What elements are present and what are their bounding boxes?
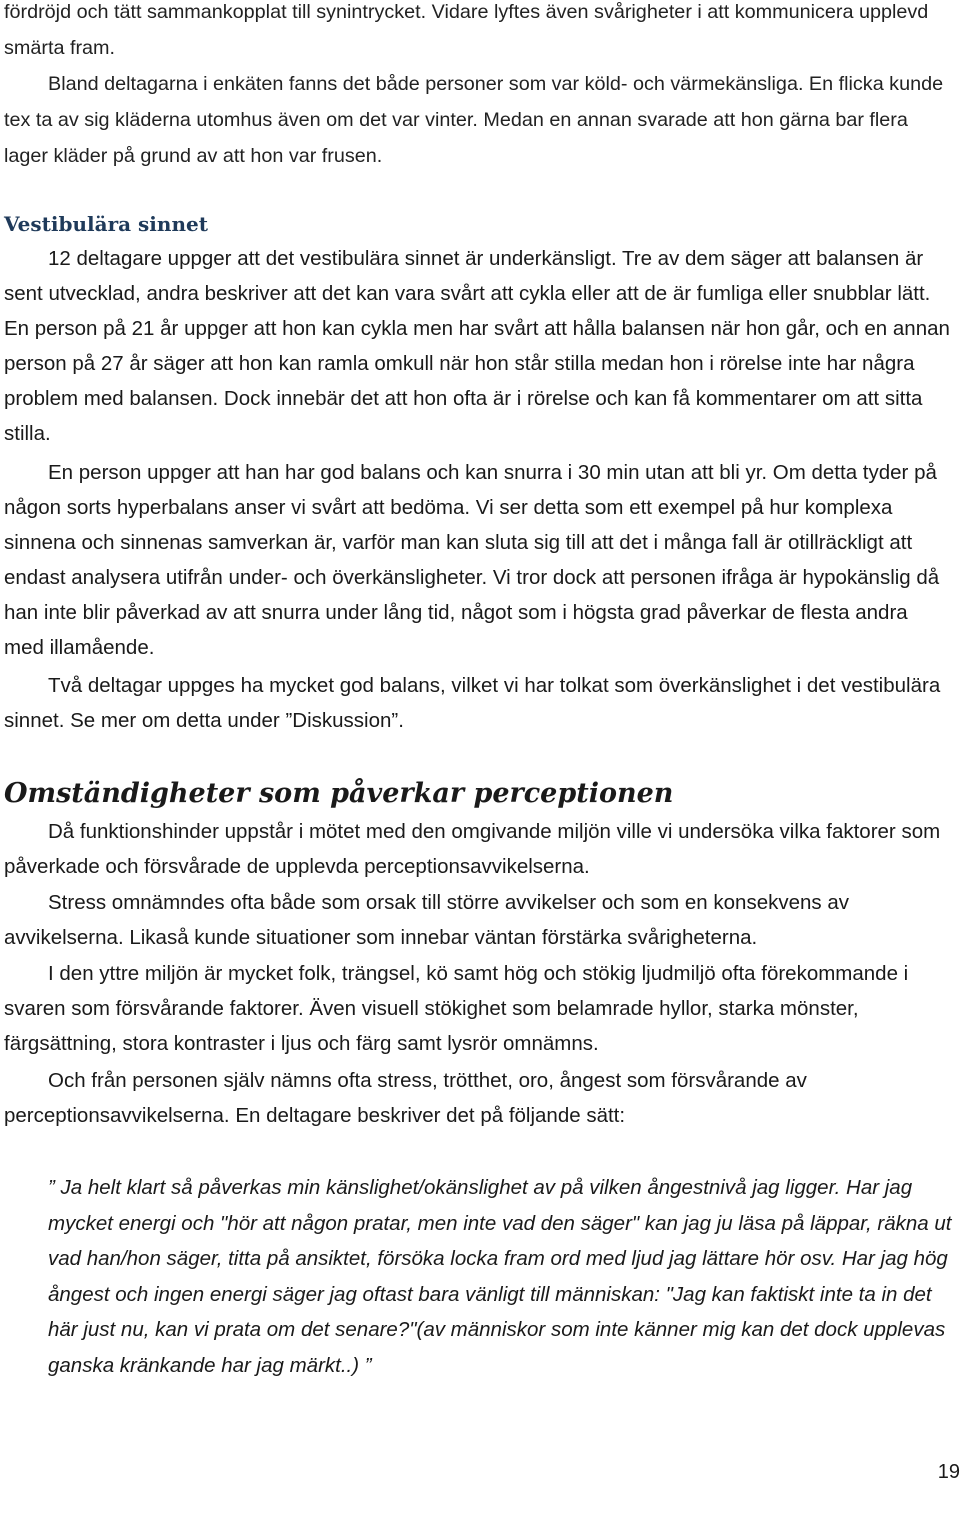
intro-paragraph-continued: fördröjd och tätt sammankopplat till synintrycket. Vidare lyftes även svårigheter i att kommunicera upplevd smärta fram.: [4, 1, 929, 59]
intro-paragraph-temperature: Bland deltagarna i enkäten fanns det både personer som var köld- och värmekänsliga. En flicka kunde tex ta av sig kläderna utomhus även om det var vinter. Medan en annan svarade att hon gärna bar flera lager kläder på grund av att hon var frusen.: [4, 73, 944, 167]
circumstances-paragraph-2: Stress omnämndes ofta både som orsak till större avvikelser och som en konsekvens av avvikelserna. Likaså kunde situationer som innebar väntan förstärka svårigheterna.: [4, 891, 849, 949]
circumstances-paragraph-1: Då funktionshinder uppstår i mötet med den omgivande miljön ville vi undersöka vilka faktorer som påverkade och försvårade de upplevda perceptionsavvikelserna.: [4, 820, 941, 878]
circumstances-paragraph-3: I den yttre miljön är mycket folk, trängsel, kö samt hög och stökig ljudmiljö ofta förekommande i svaren som försvårande faktorer. Även visuell stökighet som belamrade hyllor, starka mönster, färgsättning, stora kontraster i ljus och färg samt lysrör omnämns.: [4, 962, 909, 1055]
section-heading-circumstances: Omständigheter som påverkar perceptionen: [4, 778, 674, 809]
vestibular-paragraph-1: 12 deltagare uppger att det vestibulära sinnet är underkänsligt. Tre av dem säger att balansen är sent utvecklad, andra beskriver att det kan vara svårt att cykla eller att de är fumliga eller snubblar lätt. En person på 21 år uppger att hon kan cykla men har svårt att hålla balansen när hon går, och en annan person på 27 år säger att hon kan ramla omkull när hon står stilla medan hon i rörelse inte har några problem med balansen. Dock innebär det att hon ofta är i rörelse och kan få kommentarer om att sitta stilla.: [4, 247, 950, 445]
section-heading-vestibular: Vestibulära sinnet: [4, 212, 208, 236]
participant-quote: ” Ja helt klart så påverkas min känslighet/okänslighet av på vilken ångestnivå jag ligger. Har jag mycket energi och "hör att någon pratar, men inte vad den säger" kan jag ju läsa på läppar, räkna ut vad han/hon säger, titta på ansiktet, försöka locka fram ord med ljud jag lättare hör osv. Har jag hög ångest och ingen energi säger jag oftast bara vänligt till människan: "Jag kan faktiskt inte ta in det här just nu, kan vi prata om det senare?"(av människor som inte känner mig kan det dock upplevas ganska kränkande har jag märkt..) ”: [48, 1176, 952, 1377]
vestibular-paragraph-3: Två deltagar uppges ha mycket god balans, vilket vi har tolkat som överkänslighet i det vestibulära sinnet. Se mer om detta under ”Diskussion”.: [4, 674, 941, 732]
circumstances-paragraph-4: Och från personen själv nämns ofta stress, trötthet, oro, ångest som försvårande av perceptionsavvikelserna. En deltagare beskriver det på följande sätt:: [4, 1069, 807, 1127]
page-number: 19: [937, 1461, 960, 1483]
vestibular-paragraph-2: En person uppger att han har god balans och kan snurra i 30 min utan att bli yr. Om detta tyder på någon sorts hyperbalans anser vi svårt att bedöma. Vi ser detta som ett exempel på hur komplexa sinnena och sinnenas samverkan är, varför man kan sluta sig till att det i många fall är otillräckligt att endast analysera utifrån under- och överkänsligheter. Vi tror dock att personen ifråga är hypokänslig då han inte blir påverkad av att snurra under lång tid, något som i högsta grad påverkar de flesta andra med illamående.: [4, 461, 940, 659]
